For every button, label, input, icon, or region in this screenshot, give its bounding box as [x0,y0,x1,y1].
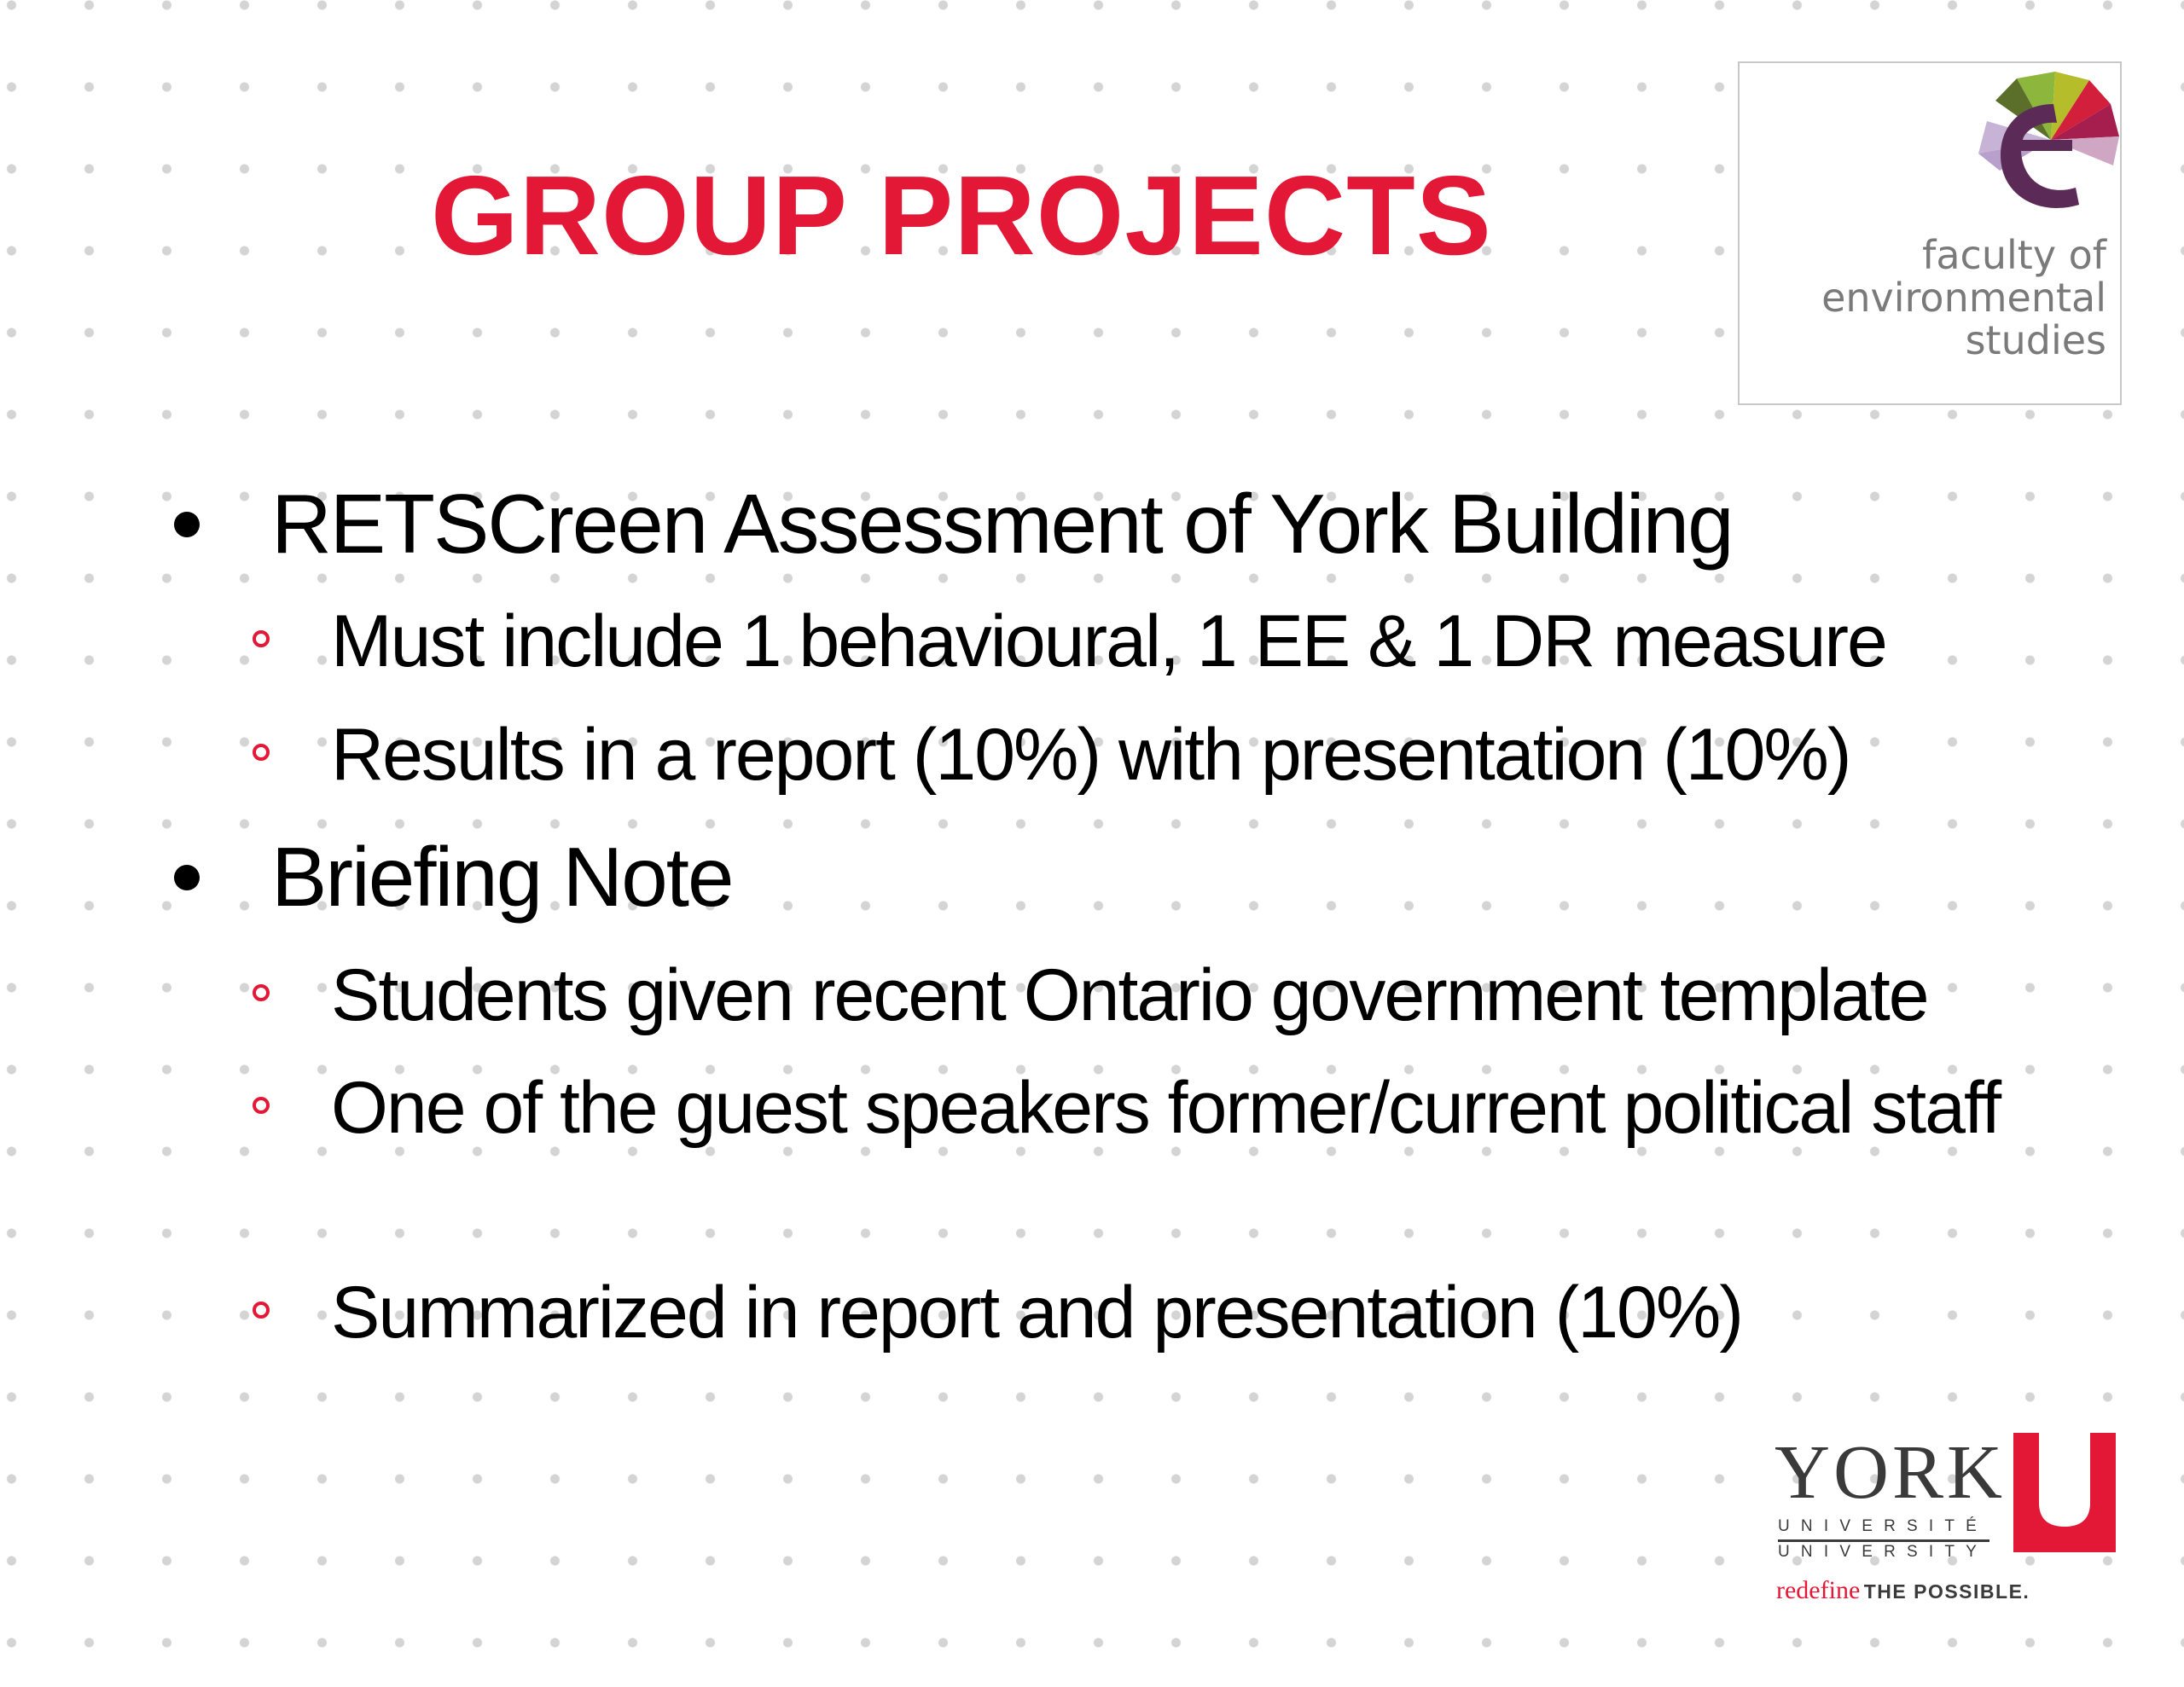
york-university-logo [1774,1430,2116,1604]
faculty-logo-line: environmental [1821,275,2106,321]
york-logo-rule [1778,1539,1989,1542]
york-wordmark: YORK [1774,1430,2007,1515]
sub-bullet-ring-icon [253,984,270,1001]
sub-bullet-item: Students given recent Ontario government template [331,954,1928,1036]
sub-bullet-ring-icon [253,744,270,761]
bullet-dot-icon [174,865,200,890]
york-u-icon [2013,1433,2116,1552]
sub-bullet-item: Must include 1 behavioural, 1 EE & 1 DR measure [331,600,1886,682]
sub-bullet-ring-icon [253,1097,270,1114]
sub-bullet-item: Results in a report (10%) with presentation (10%) [331,714,1850,796]
tagline-redefine: redefine [1776,1576,1861,1604]
york-university-label: UNIVERSITY [1778,1543,1989,1561]
bullet-item: Briefing Note [271,830,733,924]
sub-bullet-ring-icon [253,630,270,647]
slide-title: GROUP PROJECTS [431,153,1492,278]
faculty-logo-line: faculty of [1922,232,2106,278]
york-tagline [1776,1576,2030,1605]
bullet-item: RETSCreen Assessment of York Building [271,477,1733,571]
york-universite-label: UNIVERSITÉ [1778,1517,1989,1535]
sub-bullet-item: Summarized in report and presentation (10%) [331,1272,1742,1354]
bullet-dot-icon [174,512,200,537]
sub-bullet-item: One of the guest speakers former/current political staff [331,1067,2001,1149]
faculty-logo-line: studies [1965,317,2106,363]
tagline-the-possible: THE POSSIBLE. [1863,1580,2030,1603]
sub-bullet-ring-icon [253,1301,270,1319]
